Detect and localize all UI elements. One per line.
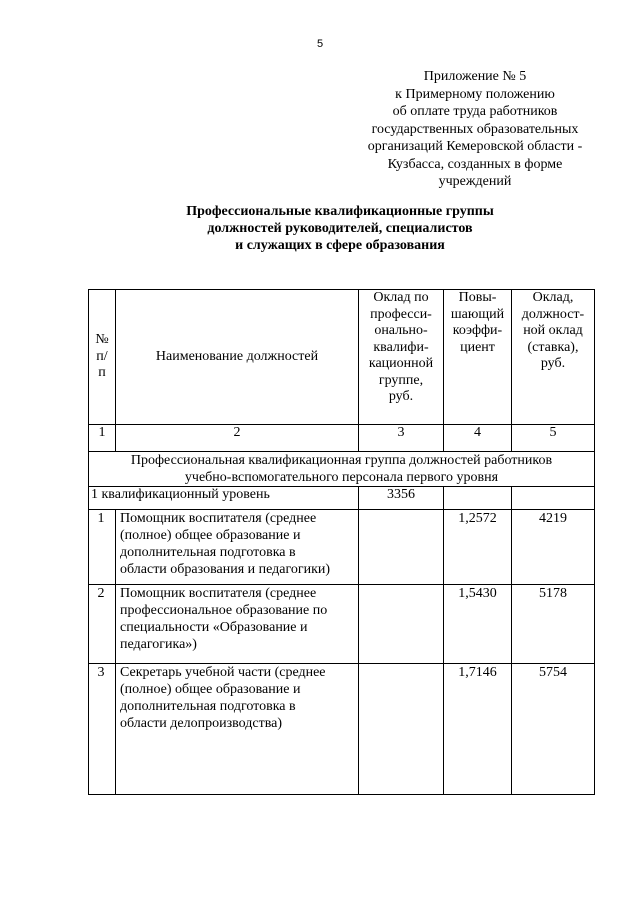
base-salary-value: 3356 bbox=[359, 487, 444, 510]
page-number: 5 bbox=[316, 38, 324, 50]
coefficient-value: 1,5430 bbox=[444, 585, 512, 664]
qualification-level-row bbox=[89, 487, 595, 510]
row-number: 2 bbox=[89, 585, 116, 664]
header-base-salary: Оклад по професси- онально- квалифи- кационной группе, руб. bbox=[359, 290, 444, 425]
header-row bbox=[89, 290, 595, 425]
document-title bbox=[140, 203, 540, 254]
salary-value: 4219 bbox=[512, 510, 595, 585]
column-number: 4 bbox=[444, 425, 512, 452]
appendix-line: Приложение № 5 bbox=[423, 69, 527, 84]
column-number-row bbox=[89, 425, 595, 452]
title-line: и служащих в сфере образования bbox=[235, 238, 445, 253]
header-coefficient: Повы- шающий коэффи- циент bbox=[444, 290, 512, 425]
position-name: Помощник воспитателя (среднее профессиональное образование по специальности «Образование и педагогика») bbox=[116, 585, 359, 664]
group-title-row bbox=[89, 452, 595, 487]
title-line: должностей руководителей, специалистов bbox=[207, 221, 473, 236]
salary-value: 5754 bbox=[512, 664, 595, 795]
column-number: 2 bbox=[116, 425, 359, 452]
column-number: 1 bbox=[89, 425, 116, 452]
empty-cell bbox=[359, 585, 444, 664]
row-number: 1 bbox=[89, 510, 116, 585]
empty-cell bbox=[359, 510, 444, 585]
title-line: Профессиональные квалификационные группы bbox=[186, 204, 494, 219]
group-title: Профессиональная квалификационная группа должностей работников учебно-вспомогательного персонала первого уровня bbox=[89, 452, 595, 487]
table-row bbox=[89, 510, 595, 585]
header-num: № п/п bbox=[89, 290, 116, 425]
coefficient-value: 1,2572 bbox=[444, 510, 512, 585]
appendix-note bbox=[350, 68, 600, 191]
row-number: 3 bbox=[89, 664, 116, 795]
qualification-table bbox=[88, 289, 595, 795]
coefficient-value: 1,7146 bbox=[444, 664, 512, 795]
appendix-line: учреждений bbox=[438, 174, 512, 189]
appendix-line: организаций Кемеровской области - bbox=[367, 139, 583, 154]
qualification-level-label: 1 квалификационный уровень bbox=[89, 487, 359, 510]
header-salary: Оклад, должност- ной оклад (ставка), руб. bbox=[512, 290, 595, 425]
position-name: Помощник воспитателя (среднее (полное) общее образование и дополнительная подготовка в области образования и педагогики) bbox=[116, 510, 359, 585]
empty-cell bbox=[359, 664, 444, 795]
table-row bbox=[89, 585, 595, 664]
table-row bbox=[89, 664, 595, 795]
column-number: 3 bbox=[359, 425, 444, 452]
appendix-line: об оплате труда работников bbox=[392, 104, 558, 119]
position-name: Секретарь учебной части (среднее (полное) общее образование и дополнительная подготовка в области делопроизводства) bbox=[116, 664, 359, 795]
header-name: Наименование должностей bbox=[116, 290, 359, 425]
empty-cell bbox=[444, 487, 512, 510]
appendix-line: государственных образовательных bbox=[371, 121, 579, 137]
appendix-line: Кузбасса, созданных в форме bbox=[387, 156, 563, 172]
salary-value: 5178 bbox=[512, 585, 595, 664]
column-number: 5 bbox=[512, 425, 595, 452]
appendix-line: к Примерному положению bbox=[395, 86, 555, 102]
empty-cell bbox=[512, 487, 595, 510]
